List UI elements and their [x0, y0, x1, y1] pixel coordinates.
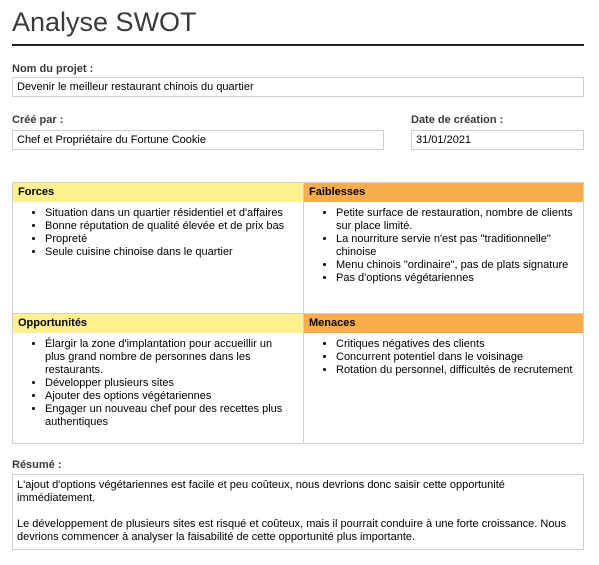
strengths-quadrant [13, 183, 303, 313]
title-divider [12, 44, 584, 46]
list-item: • Développer plusieurs sites [45, 377, 295, 390]
creation-date-label: Date de création : [411, 114, 504, 126]
strengths-list [13, 202, 303, 259]
grid-divider-horizontal [13, 313, 583, 314]
list-item: • Bonne réputation de qualité élevée et de prix bas [45, 220, 295, 233]
project-name-label: Nom du projet : [12, 63, 94, 75]
list-item: • Rotation du personnel, difficultés de recrutement [336, 364, 575, 377]
creation-date-field[interactable]: 31/01/2021 [411, 130, 584, 150]
strengths-header: Forces [13, 183, 303, 202]
swot-grid [12, 182, 584, 444]
summary-label: Résumé : [12, 459, 62, 471]
list-item: • Menu chinois "ordinaire", pas de plats signature [336, 259, 575, 272]
opportunities-list [13, 333, 303, 429]
list-item: • Pas d'options végétariennes [336, 272, 575, 285]
summary-paragraph: L'ajout d'options végétariennes est facile et peu coûteux, nous devrions donc saisir cette opportunité immédiatement. [17, 479, 505, 504]
list-item: • Concurrent potentiel dans le voisinage [336, 351, 575, 364]
list-item: • Propreté [45, 233, 295, 246]
list-item: • Critiques négatives des clients [336, 338, 575, 351]
opportunities-quadrant [13, 314, 303, 443]
summary-field[interactable] [12, 474, 584, 550]
weaknesses-quadrant [304, 183, 583, 313]
threats-quadrant [304, 314, 583, 443]
list-item: • Petite surface de restauration, nombre de clients sur place limité. [336, 207, 575, 233]
project-name-field[interactable]: Devenir le meilleur restaurant chinois du quartier [12, 77, 584, 97]
weaknesses-list [304, 202, 583, 285]
list-item: • Ajouter des options végétariennes [45, 390, 295, 403]
list-item: • Élargir la zone d'implantation pour accueillir un plus grand nombre de personnes dans les restaurants. [45, 338, 295, 377]
summary-paragraph: Le développement de plusieurs sites est risqué et coûteux, mais il pourrait conduire à une forte croissance. Nous devrions commencer à analyser la faisabilité de cette opportunité plus importante. [17, 518, 567, 543]
opportunities-header: Opportunités [13, 314, 303, 333]
list-item: • Engager un nouveau chef pour des recettes plus authentiques [45, 403, 295, 429]
threats-header: Menaces [304, 314, 583, 333]
created-by-field[interactable]: Chef et Propriétaire du Fortune Cookie [12, 130, 384, 150]
list-item: • La nourriture servie n'est pas "traditionnelle" chinoise [336, 233, 575, 259]
list-item: • Seule cuisine chinoise dans le quartier [45, 246, 295, 259]
weaknesses-header: Faiblesses [304, 183, 583, 202]
threats-list [304, 333, 583, 377]
list-item: • Situation dans un quartier résidentiel et d'affaires [45, 207, 295, 220]
created-by-label: Créé par : [12, 114, 64, 126]
page-title: Analyse SWOT [12, 7, 197, 37]
